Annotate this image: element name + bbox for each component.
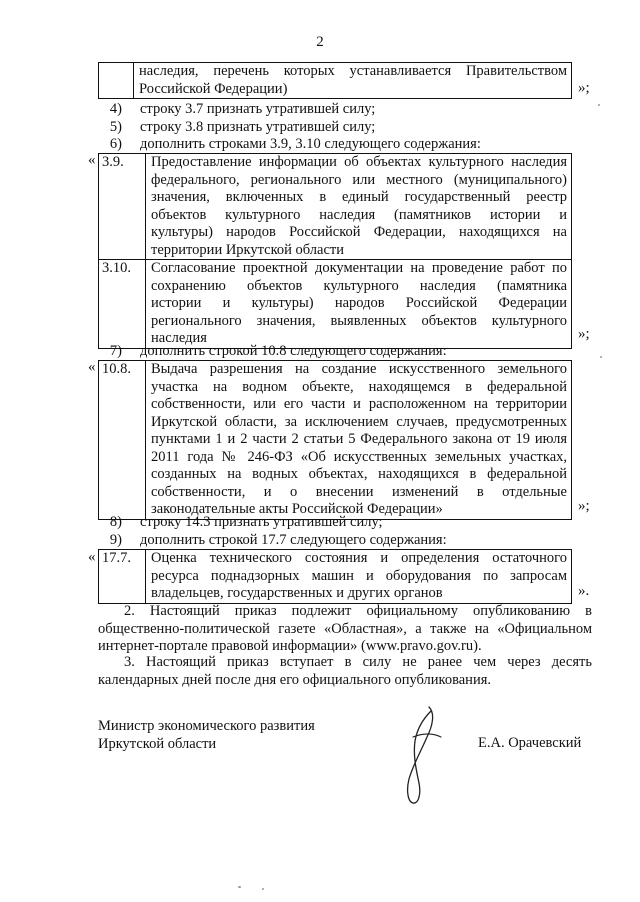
text-line: 3. Настоящий приказ вступает в силу не ранее чем через десять bbox=[124, 654, 592, 670]
table-rows-3-9-3-10 bbox=[98, 153, 572, 349]
item-number: 7) bbox=[109, 343, 122, 359]
list-item-4 bbox=[92, 101, 375, 119]
row-text bbox=[146, 154, 572, 260]
item-text: дополнить строкой 17.7 следующего содержания: bbox=[140, 532, 447, 548]
text-line: наследия, перечень которых устанавливается Правительством bbox=[139, 63, 567, 79]
text-line: Согласование проектной документации на проведение работ по bbox=[151, 260, 567, 276]
text-line: объектов культурного наследия (памятников истории и bbox=[151, 206, 567, 223]
signatory-position bbox=[98, 718, 315, 753]
table-row-17-7 bbox=[98, 549, 572, 604]
position-line: Министр экономического развития bbox=[98, 718, 315, 734]
text-line: календарных дней после дня его официального опубликования. bbox=[98, 671, 492, 688]
opening-quote: « bbox=[88, 152, 96, 168]
text-line: ресурса поднадзорных машин и оборудования по запросам bbox=[151, 567, 567, 584]
opening-quote: « bbox=[88, 549, 96, 565]
text-line: значения, включенных в единый государственный реестр bbox=[151, 189, 567, 205]
text-line: 2. Настоящий приказ подлежит официальному опубликованию в bbox=[124, 603, 592, 619]
paragraph-2 bbox=[98, 603, 592, 656]
closing-quote: »; bbox=[578, 80, 590, 96]
item-text: дополнить строками 3.9, 3.10 следующего содержания: bbox=[140, 136, 481, 152]
text-line: сохранению объектов культурного наследия (памятника bbox=[151, 277, 567, 294]
table-cell-text bbox=[134, 63, 572, 99]
list-item-7 bbox=[92, 343, 447, 361]
text-line: Выдача разрешения на создание искусственного земельного bbox=[151, 361, 567, 377]
item-text: строку 3.8 признать утратившей силу; bbox=[140, 119, 376, 135]
table-row bbox=[99, 154, 572, 260]
text-line: участка на водном объекте, находящемся в федеральной bbox=[151, 378, 567, 395]
text-line: собственности, или его части и расположенном на территории bbox=[151, 396, 567, 412]
item-number: 4) bbox=[109, 101, 122, 117]
table-fragment-top bbox=[98, 62, 572, 99]
list-item-8 bbox=[92, 514, 383, 532]
text-line: территории Иркутской области bbox=[151, 241, 344, 258]
text-line: истории и культуры) народов Российской Федерации bbox=[151, 295, 567, 311]
item-number: 8) bbox=[109, 514, 122, 530]
table-row bbox=[99, 361, 572, 520]
signatory-name: Е.А. Орачевский bbox=[478, 735, 582, 751]
page-number: 2 bbox=[316, 34, 324, 50]
row-text bbox=[146, 550, 572, 604]
list-item-9 bbox=[92, 532, 447, 550]
text-line: наследия bbox=[151, 330, 207, 346]
text-line: 2011 года № 246-ФЗ «Об искусственных земельных участках, bbox=[151, 448, 567, 465]
list-item-5 bbox=[92, 119, 375, 137]
table-row bbox=[99, 550, 572, 604]
text-line: культуры) народов Российской Федерации, находящихся на bbox=[151, 224, 567, 240]
item-text: строку 14.3 признать утратившей силу; bbox=[140, 514, 383, 530]
item-text: строку 3.7 признать утратившей силу; bbox=[140, 101, 376, 117]
text-line: общественно-политической газете «Областная», а также на «Официальном bbox=[98, 620, 592, 637]
row-code: 17.7. bbox=[99, 550, 146, 604]
closing-quote: »; bbox=[578, 498, 590, 514]
table-cell-empty bbox=[99, 63, 134, 99]
row-code: 3.9. bbox=[99, 154, 146, 260]
text-line: пунктами 1 и 2 части 2 статьи 5 Федерального закона от 19 июля bbox=[151, 431, 567, 447]
item-text: дополнить строкой 10.8 следующего содержания: bbox=[140, 343, 447, 359]
text-line: федерального, регионального или местного (муниципального) bbox=[151, 171, 567, 188]
text-line: созданных на водных объектах, находящихся в федеральной bbox=[151, 466, 567, 482]
row-text bbox=[146, 260, 572, 349]
row-code: 10.8. bbox=[99, 361, 146, 520]
row-code: 3.10. bbox=[99, 260, 146, 349]
scan-speck bbox=[262, 888, 264, 890]
text-line: интернет-портале правовой информации» (www.pravo.gov.ru). bbox=[98, 638, 482, 654]
list-item-6 bbox=[92, 136, 481, 154]
text-line: Предоставление информации об объектах культурного наследия bbox=[151, 154, 567, 170]
closing-quote: ». bbox=[578, 583, 590, 599]
scan-speck bbox=[238, 886, 241, 888]
item-number: 6) bbox=[109, 136, 122, 152]
row-text bbox=[146, 361, 572, 520]
text-line: законодательные акты Российской Федерации» bbox=[151, 501, 443, 517]
handwritten-signature bbox=[383, 703, 463, 808]
text-line: владельцев, государственных и других органов bbox=[151, 585, 443, 601]
scan-speck bbox=[600, 356, 602, 358]
text-line: Оценка технического состояния и определения остаточного bbox=[151, 550, 567, 566]
item-number: 9) bbox=[109, 532, 122, 548]
text-line: собственности, и о внесении изменений в отдельные bbox=[151, 483, 567, 500]
position-line: Иркутской области bbox=[98, 735, 217, 752]
text-line: Российской Федерации) bbox=[139, 80, 288, 97]
scan-speck bbox=[598, 104, 600, 106]
text-line: Иркутской области, за исключением случаев, предусмотренных bbox=[151, 413, 567, 430]
table-row-10-8 bbox=[98, 360, 572, 520]
opening-quote: « bbox=[88, 359, 96, 375]
item-number: 5) bbox=[109, 119, 122, 135]
text-line: регионального значения, выявленных объектов культурного bbox=[151, 312, 567, 329]
paragraph-3 bbox=[98, 654, 592, 689]
table-row bbox=[99, 260, 572, 349]
closing-quote: »; bbox=[578, 326, 590, 342]
